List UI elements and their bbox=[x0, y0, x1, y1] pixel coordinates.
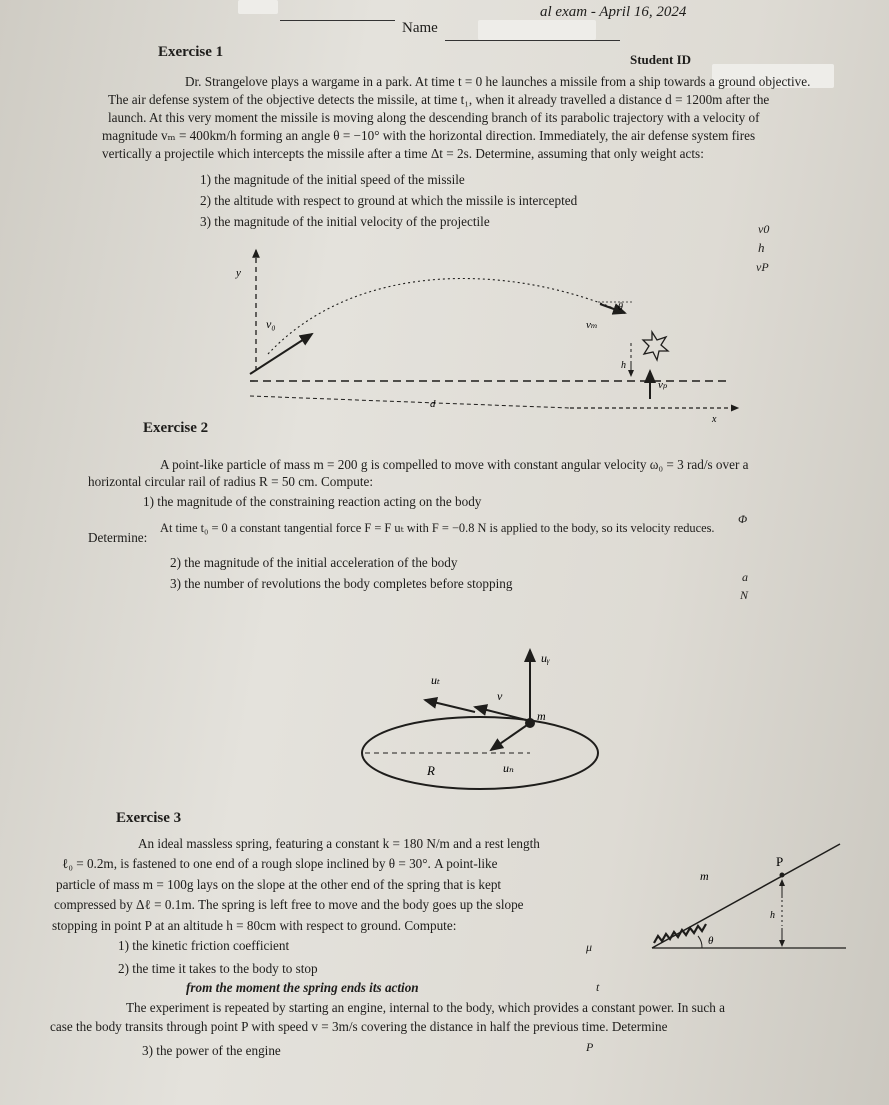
exercise3-question-1: 1) the kinetic friction coefficient bbox=[118, 938, 290, 953]
vm-label: vₘ bbox=[586, 319, 598, 331]
uy-label: uᵧ bbox=[541, 651, 550, 665]
exercise3-question-2: 2) the time it takes to the body to stop bbox=[118, 961, 318, 976]
name-line bbox=[280, 20, 395, 21]
y-axis-label: y bbox=[236, 267, 241, 279]
exercise1-trajectory-figure bbox=[220, 236, 750, 426]
exercise2-mid-line: At time t₀ = 0 a constant tangential force F = F uₜ with F = −0.8 N is applied to the body, so its velocity reduces. bbox=[160, 521, 715, 535]
exercise2-question-3: 3) the number of revolutions the body completes before stopping bbox=[170, 576, 513, 591]
v0-label: v₀ bbox=[266, 317, 276, 331]
exercise2-determine: Determine: bbox=[88, 530, 148, 545]
name-redacted bbox=[478, 20, 596, 40]
exercise3-slope-figure bbox=[650, 840, 850, 960]
exercise3-question-3: 3) the power of the engine bbox=[142, 1043, 281, 1058]
exercise3-answer-2: t bbox=[596, 980, 600, 994]
exercise2-answer-1: Φ bbox=[738, 512, 748, 526]
exercise2-question-1: 1) the magnitude of the constraining reaction acting on the body bbox=[143, 494, 482, 509]
exercise3-line-1: An ideal massless spring, featuring a constant k = 180 N/m and a rest length bbox=[138, 836, 540, 851]
exercise1-question-3: 3) the magnitude of the initial velocity of the projectile bbox=[200, 214, 490, 229]
exercise1-title: Exercise 1 bbox=[158, 44, 224, 60]
x-axis-label: x bbox=[712, 414, 717, 425]
exam-date: al exam - April 16, 2024 bbox=[540, 4, 687, 20]
ut-vector bbox=[425, 700, 475, 712]
exercise3-line-2: ℓ₀ = 0.2m, is fastened to one end of a rough slope inclined by θ = 30°. A point-like bbox=[62, 856, 498, 871]
exercise1-line-1: Dr. Strangelove plays a wargame in a park. At time t = 0 he launches a missile from a ship towards a ground objective. bbox=[185, 74, 811, 89]
un-vector bbox=[491, 723, 530, 750]
exercise2-line-1: A point-like particle of mass m = 200 g is compelled to move with constant angular velocity ω₀ = 3 rad/s over a bbox=[160, 457, 749, 472]
exercise1-answer-2: h bbox=[758, 240, 765, 255]
point-p-label: P bbox=[776, 854, 784, 869]
exercise2-line-2: horizontal circular rail of radius R = 50 cm. Compute: bbox=[88, 474, 374, 489]
initial-velocity-vector bbox=[250, 334, 312, 374]
ut-label: uₜ bbox=[431, 673, 440, 687]
mass-label: m bbox=[700, 869, 709, 883]
circular-rail bbox=[362, 717, 598, 789]
exercise3-line-3: particle of mass m = 100g lays on the slope at the other end of the spring that is kept bbox=[56, 877, 502, 892]
velocity-vector bbox=[475, 707, 530, 721]
exercise2-circular-rail-figure bbox=[355, 640, 615, 800]
exercise1-line-2: The air defense system of the objective detects the missile, at time t₁, when it already travelled a distance d = 1200m after the bbox=[108, 92, 770, 107]
exercise1-answer-1: v0 bbox=[758, 222, 770, 236]
exercise1-question-2: 2) the altitude with respect to ground at which the missile is intercepted bbox=[200, 193, 578, 208]
spring-icon bbox=[654, 924, 706, 943]
exercise3-line-6: The experiment is repeated by starting an engine, internal to the body, which provides a constant power. In such a bbox=[126, 1000, 725, 1015]
exercise2-title: Exercise 2 bbox=[143, 420, 209, 436]
theta-label: θ bbox=[708, 935, 714, 947]
intercept-star-icon bbox=[643, 332, 668, 360]
exercise1-line-3: launch. At this very moment the missile is moving along the descending branch of its parabolic trajectory with a velocity of bbox=[108, 110, 760, 125]
exercise1-question-1: 1) the magnitude of the initial speed of the missile bbox=[200, 172, 465, 187]
vp-label: vₚ bbox=[658, 379, 668, 391]
exercise1-answer-3: vP bbox=[756, 260, 769, 274]
exercise1-line-4: magnitude vₘ = 400km/h forming an angle θ = −10° with the horizontal direction. Immediately, the air defense system fires bbox=[102, 128, 756, 143]
redacted-area bbox=[238, 0, 278, 14]
mass-label: m bbox=[537, 709, 546, 723]
d-label: d bbox=[430, 398, 436, 410]
exercise3-title: Exercise 3 bbox=[116, 810, 182, 826]
exercise3-answer-3: P bbox=[586, 1040, 594, 1054]
exercise3-line-4: compressed by Δℓ = 0.1m. The spring is left free to move and the body goes up the slope bbox=[54, 897, 524, 912]
distance-line bbox=[250, 396, 570, 408]
student-id-label: Student ID bbox=[630, 52, 692, 67]
h-label: h bbox=[621, 360, 626, 371]
exercise2-answer-2: a bbox=[742, 570, 748, 584]
un-label: uₙ bbox=[503, 761, 514, 775]
v-label: v bbox=[497, 689, 503, 703]
name-field-line bbox=[445, 40, 620, 41]
angle-arc bbox=[698, 936, 702, 948]
exercise3-answer-1: μ bbox=[586, 940, 593, 954]
name-label: Name bbox=[402, 20, 438, 36]
theta-label: θ bbox=[618, 302, 623, 313]
missile-trajectory bbox=[268, 278, 625, 354]
h-label: h bbox=[770, 910, 775, 921]
exercise2-question-2: 2) the magnitude of the initial acceleration of the body bbox=[170, 555, 458, 570]
exercise2-answer-3: N bbox=[740, 588, 749, 602]
radius-label: R bbox=[427, 763, 435, 778]
exercise1-line-5: vertically a projectile which intercepts the missile after a time Δt = 2s. Determine, assuming that only weight acts: bbox=[102, 146, 704, 161]
exercise3-line-7: case the body transits through point P with speed v = 3m/s covering the distance in half the previous time. Determine bbox=[50, 1019, 668, 1034]
point-p bbox=[780, 873, 785, 878]
exercise3-bold-line: from the moment the spring ends its action bbox=[186, 980, 419, 995]
exercise3-line-5: stopping in point P at an altitude h = 80cm with respect to ground. Compute: bbox=[52, 918, 457, 933]
